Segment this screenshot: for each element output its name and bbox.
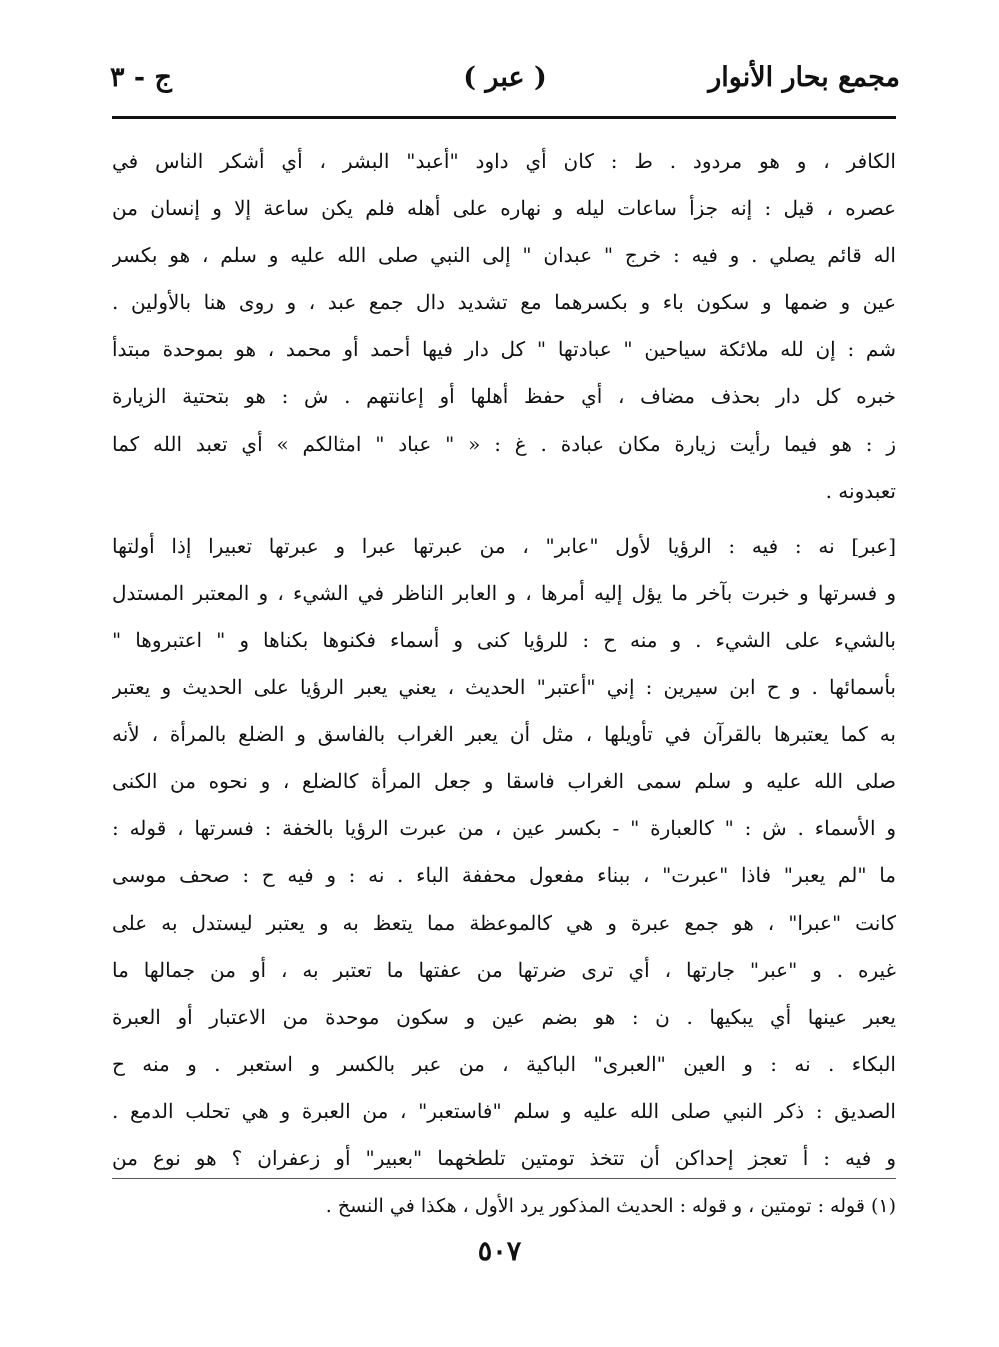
main-text — [112, 138, 896, 1182]
entry-start-line: [عبر] نه : فيه : الرؤيا لأول "عابر" ، من عبرتها عبرا و عبرتها تعبيرا إذا أولتها — [112, 533, 896, 558]
text-line: غيره . و "عبر" جارتها ، أي ترى ضرتها من عفتها ما تعتبر به ، أو من جمالها ما — [112, 957, 896, 982]
text-line: بأسمائها . و ح ابن سيرين : إني "أعتبر" الحديث ، يعني يعبر الرؤيا على الحديث و يعتبر — [112, 675, 896, 700]
text-line: و فيه : أ تعجز إحداكن أن تتخذ تومتين تلطخهما "بعبير" أو زعفران ؟ هو نوع من — [112, 1145, 896, 1170]
footnote-rule — [112, 1178, 896, 1179]
text-line: و فسرتها و خبرت بآخر ما يؤل إليه أمرها ، و العابر الناظر في الشيء ، و المعتبر المستدل — [112, 580, 896, 605]
header-rule — [112, 116, 896, 119]
text-line: كانت "عبرا" ، هو جمع عبرة و هي كالموعظة مما يتعظ به و يعتبر ليستدل به على — [112, 910, 896, 935]
text-line: به كما يعتبرها بالقرآن في تأويلها ، مثل أن يعبر الغراب بالفاسق و الضلع بالمرأة ، لأنه — [112, 722, 896, 747]
text-line: تعبدونه . — [825, 478, 896, 503]
page-number: ٥٠٧ — [477, 1236, 522, 1267]
text-line: و الأسماء . ش : " كالعبارة " - بكسر عين ، من عبرت الرؤيا بالخفة : فسرتها ، قوله : — [112, 816, 896, 841]
root-word: ( عبر ) — [463, 62, 547, 93]
text-line: الكافر ، و هو مردود . ط : كان أي داود "أعبد" البشر ، أي أشكر الناس في — [112, 149, 896, 173]
text-line: اله قائم يصلي . و فيه : خرج " عبدان " إلى النبي صلى الله عليه و سلم ، هو بكسر — [112, 243, 896, 268]
text-line: عصره ، قيل : إنه جزأ ساعات ليله و نهاره على أهله فلم يكن ساعة إلا و إنسان من — [112, 196, 896, 221]
volume-number: ج - ٣ — [110, 62, 172, 93]
text-line: البكاء . نه : و العين "العبرى" الباكية ، من عبر بالكسر و استعبر . و منه ح — [112, 1051, 896, 1076]
text-line: يعبر عينها أي يبكيها . ن : هو بضم عين و سكون موحدة من الاعتبار أو العبرة — [112, 1004, 896, 1029]
text-line: شم : إن لله ملائكة سياحين " عبادتها " كل دار فيها أحمد أو محمد ، هو بموحدة مبتدأ — [112, 337, 896, 362]
text-line: صلى الله عليه و سلم سمى الغراب فاسقا و جعل المرأة كالضلع ، و نحوه من الكنى — [112, 769, 896, 794]
text-line: بالشيء على الشيء . و منه ح : للرؤيا كنى و أسماء فكنوها بكناها و " اعتبروها " — [112, 627, 896, 652]
text-line: ما "لم يعبر" فاذا "عبرت" ، ببناء مفعول محففة الباء . نه : و فيه ح : صحف موسى — [112, 863, 896, 888]
text-line: الصديق : ذكر النبي صلى الله عليه و سلم "فاستعبر" ، من العبرة و هي تحلب الدمع . — [112, 1098, 896, 1123]
text-line: ز : هو فيما رأيت زيارة مكان عبادة . غ : « " عباد " امثالكم » أي تعبد الله كما — [112, 431, 896, 456]
footnote: (١) قوله : تومتين ، و قوله : الحديث المذكور يرد الأول ، هكذا في النسخ . — [325, 1195, 896, 1217]
text-line: خبره كل دار بحذف مضاف ، أي حفظ أهلها أو إعانتهم . ش : هو بتحتية الزيارة — [112, 384, 896, 409]
text-line: عين و ضمها و سكون باء و بكسرهما مع تشديد دال جمع عبد ، و روى هنا بالأولين . — [112, 290, 896, 315]
book-title: مجمع بحار الأنوار — [708, 62, 900, 93]
running-header — [110, 62, 900, 106]
